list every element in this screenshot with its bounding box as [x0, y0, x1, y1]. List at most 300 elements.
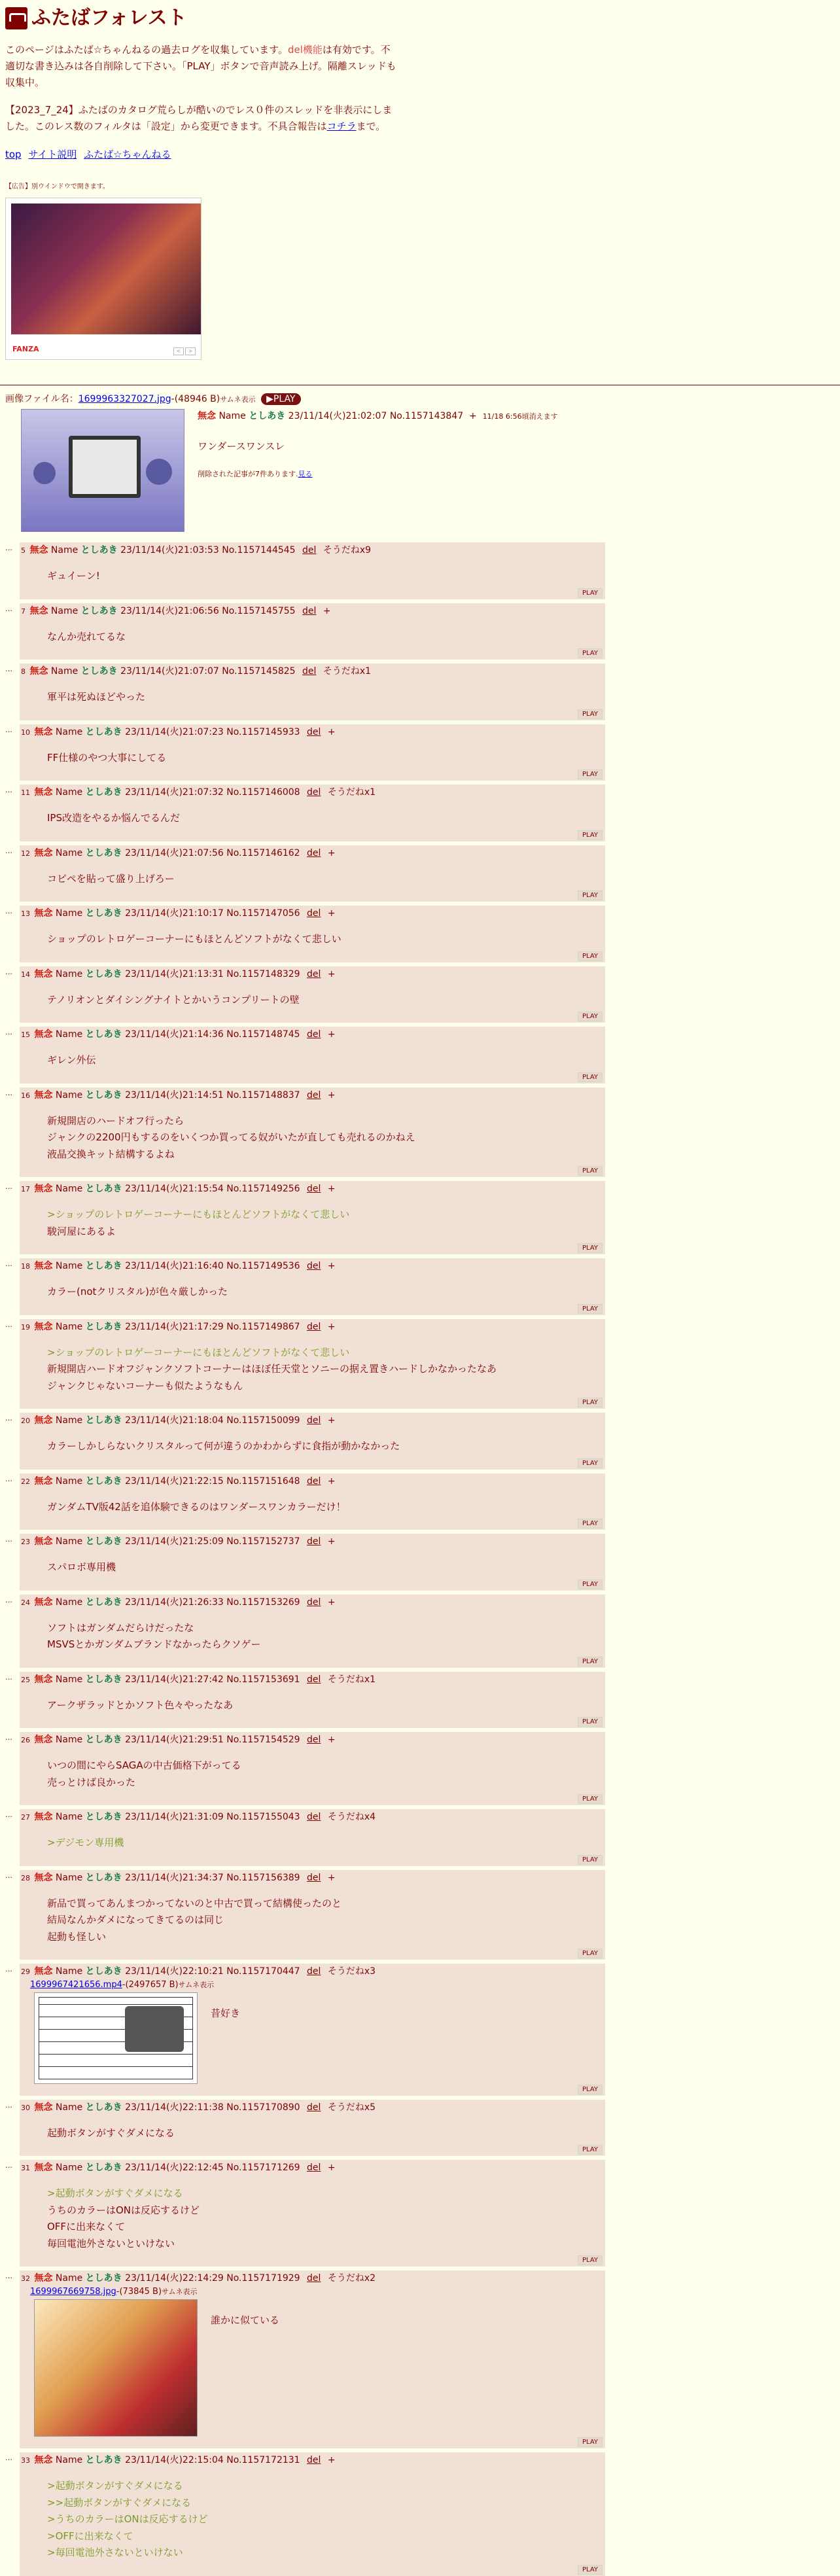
- reply: [5, 1087, 605, 1178]
- reply: [5, 1964, 605, 2096]
- reply-play-button[interactable]: PLAY: [578, 1519, 603, 1528]
- reply-del-link[interactable]: del: [307, 1735, 321, 1746]
- reply-play-button[interactable]: PLAY: [578, 1398, 603, 1407]
- reply-thumb-label: サムネ表示: [162, 2287, 198, 2297]
- reply-datetime: 23/11/14(火)21:07:56: [125, 847, 224, 858]
- reply-play-button[interactable]: PLAY: [578, 951, 603, 961]
- message-line: 軍平は死ぬほどやった: [47, 691, 146, 703]
- reply-number: No.1157171929: [226, 2273, 300, 2284]
- reply-message: [47, 629, 603, 646]
- reply-message: [47, 750, 603, 767]
- reply-del-link[interactable]: del: [302, 545, 317, 556]
- reply-name-label: Name: [55, 2455, 83, 2466]
- reply-subject: 無念: [34, 1812, 53, 1823]
- reply-name: としあき: [85, 2273, 122, 2284]
- desc1-red: del機能: [287, 44, 323, 56]
- sodane-plus-button[interactable]: +: [327, 1184, 336, 1195]
- reply-number: No.1157156389: [226, 1872, 300, 1883]
- message-line: ソフトはガンダムだらけだったな: [47, 1621, 194, 1634]
- reply-name: としあき: [85, 908, 122, 919]
- reply: [5, 1319, 605, 1409]
- nav-top-link[interactable]: top: [5, 148, 22, 160]
- reply-play-button[interactable]: PLAY: [578, 1949, 603, 1958]
- op-file-label: 画像ファイル名：: [5, 393, 79, 404]
- reply-del-link[interactable]: del: [307, 1261, 321, 1272]
- reply-subject: 無念: [34, 2102, 53, 2113]
- reply-index: 26: [21, 1736, 30, 1745]
- reply-name: としあき: [85, 1674, 122, 1685]
- reply-dots: …: [5, 846, 12, 855]
- message-line: 起動ボタンがすぐダメになる: [47, 2126, 175, 2139]
- reply-del-link[interactable]: del: [307, 1321, 321, 1332]
- reply: [5, 663, 605, 720]
- reply-name: としあき: [85, 1872, 122, 1883]
- reply-number: No.1157144545: [222, 545, 296, 556]
- reply-datetime: 23/11/14(火)22:10:21: [125, 1966, 224, 1977]
- reply-number: No.1157148329: [226, 968, 300, 979]
- sodane-button[interactable]: そうだねx1: [327, 1674, 376, 1685]
- quote-line: >起動ボタンがすぐダメになる: [47, 2480, 183, 2492]
- reply-name-label: Name: [55, 1536, 83, 1547]
- reply-message: [47, 1835, 603, 1852]
- reply-datetime: 23/11/14(火)21:16:40: [125, 1261, 224, 1272]
- reply-play-button[interactable]: PLAY: [578, 1243, 603, 1253]
- sodane-plus-button[interactable]: +: [327, 1321, 336, 1332]
- sodane-plus-button[interactable]: +: [327, 1735, 336, 1746]
- reply-file-line: [30, 1979, 603, 1992]
- reply-file-size: -(2497657 B): [122, 1980, 179, 1990]
- reply-message: [47, 1438, 603, 1455]
- reply-del-link[interactable]: del: [307, 726, 321, 737]
- sodane-plus-button[interactable]: +: [327, 968, 336, 979]
- reply-play-button[interactable]: PLAY: [578, 1072, 603, 1082]
- op-datetime: 23/11/14(火)21:02:07: [288, 411, 387, 422]
- sodane-plus-button[interactable]: +: [327, 1872, 336, 1883]
- reply: [5, 2160, 605, 2267]
- reply-dots: …: [5, 1871, 12, 1880]
- reply-header: [21, 2101, 603, 2115]
- reply-number: No.1157149867: [226, 1321, 300, 1332]
- reply-index: 5: [21, 546, 26, 556]
- sodane-plus-button[interactable]: +: [327, 1597, 336, 1608]
- reply-del-link[interactable]: del: [307, 1597, 321, 1608]
- op-deleted-text: 削除された記事が7件あります.: [198, 469, 298, 478]
- ad-prev-icon[interactable]: <: [173, 347, 184, 355]
- sodane-button[interactable]: そうだねx2: [327, 2273, 376, 2284]
- message-line: MSVSとかガンダムブランドなかったらクソゲー: [47, 1638, 261, 1651]
- reply-number: No.1157154529: [226, 1735, 300, 1746]
- reply-dots: …: [5, 907, 12, 916]
- reply-thumb-label: サムネ表示: [178, 1981, 215, 1990]
- reply-header: [21, 2161, 603, 2175]
- reply-message: [47, 2125, 603, 2142]
- message-line: ジャンクの2200円もするのをいくつか買ってる奴がいたが直しても売れるのかねえ: [47, 1131, 415, 1144]
- reply-play-button[interactable]: PLAY: [578, 1717, 603, 1727]
- reply-name-label: Name: [50, 545, 79, 556]
- reply-name: としあき: [85, 1415, 122, 1426]
- message-line: ジャンクじゃないコーナーも似たようなもん: [47, 1379, 243, 1392]
- reply-play-button[interactable]: PLAY: [578, 1794, 603, 1804]
- reply-number: No.1157150099: [226, 1415, 300, 1426]
- message-line: コピペを貼って盛り上げろー: [47, 872, 175, 885]
- op-message: ワンダースワンスレ: [198, 440, 285, 452]
- sodane-plus-button[interactable]: +: [327, 1261, 336, 1272]
- reply-datetime: 23/11/14(火)21:34:37: [125, 1872, 224, 1883]
- message-line: いつの間にやらSAGAの中古価格下がってる: [47, 1759, 241, 1772]
- reply-del-link[interactable]: del: [307, 1812, 321, 1823]
- op-plus[interactable]: +: [469, 411, 477, 422]
- reply-del-link[interactable]: del: [307, 968, 321, 979]
- reply-del-link[interactable]: del: [307, 1089, 321, 1101]
- reply-index: 28: [21, 1873, 30, 1882]
- reply-del-link[interactable]: del: [307, 1674, 321, 1685]
- reply-datetime: 23/11/14(火)21:27:42: [125, 1674, 224, 1685]
- op-name-label: Name: [219, 411, 246, 422]
- sodane-plus-button[interactable]: +: [327, 908, 336, 919]
- sodane-button[interactable]: そうだねx1: [323, 666, 372, 677]
- op-play-button[interactable]: ▶PLAY: [261, 393, 300, 405]
- reply-header: [21, 726, 603, 739]
- reply-del-link[interactable]: del: [307, 787, 321, 798]
- reply-name-label: Name: [55, 2102, 83, 2113]
- reply-datetime: 23/11/14(火)21:22:15: [125, 1475, 224, 1487]
- nav-futaba-link[interactable]: ふたば☆ちゃんねる: [84, 148, 171, 160]
- reply-del-link[interactable]: del: [307, 2162, 321, 2174]
- reply-name: としあき: [85, 1184, 122, 1195]
- reply-message: [47, 1757, 603, 1791]
- reply-name-label: Name: [50, 605, 79, 616]
- reply-file-link[interactable]: 1699967421656.mp4: [30, 1980, 122, 1990]
- reply-index: 20: [21, 1417, 30, 1426]
- message-line: うちのカラーはONは反応するけど: [47, 2204, 200, 2216]
- reply-datetime: 23/11/14(火)21:18:04: [125, 1415, 224, 1426]
- reply-subject: 無念: [34, 1735, 53, 1746]
- reply-number: No.1157153269: [226, 1597, 300, 1608]
- quote-line: >デジモン専用機: [47, 1837, 124, 1849]
- reply: [5, 966, 605, 1023]
- reply-name-label: Name: [55, 1674, 83, 1685]
- reply-index: 29: [21, 1967, 30, 1977]
- reply-name: としあき: [80, 545, 118, 556]
- description-paragraph-1: [5, 42, 398, 90]
- message-line: 液晶交換キット結構するよね: [47, 1148, 175, 1160]
- nav-links: [5, 147, 835, 162]
- reply: [5, 2270, 605, 2448]
- message-line: アークザラッドとかソフト色々やったなあ: [47, 1699, 234, 1711]
- reply-name: としあき: [85, 2162, 122, 2174]
- sodane-plus-button[interactable]: +: [327, 726, 336, 737]
- reply-datetime: 23/11/14(火)21:14:36: [125, 1029, 224, 1040]
- reply-index: 32: [21, 2274, 30, 2284]
- reply-play-button[interactable]: PLAY: [578, 2437, 603, 2447]
- reply-name-label: Name: [55, 1475, 83, 1487]
- reply-dots: …: [5, 1733, 12, 1742]
- reply-play-button[interactable]: PLAY: [578, 1657, 603, 1667]
- site-title: [5, 4, 835, 33]
- reply-name-label: Name: [55, 2273, 83, 2284]
- reply-dots: …: [5, 1182, 12, 1191]
- reply-datetime: 23/11/14(火)21:07:07: [120, 666, 219, 677]
- sodane-button[interactable]: そうだねx4: [327, 1812, 376, 1823]
- reply-play-button[interactable]: PLAY: [578, 1579, 603, 1589]
- reply-subject: 無念: [29, 545, 48, 556]
- reply-play-button[interactable]: PLAY: [578, 2565, 603, 2575]
- reply-header: [21, 2454, 603, 2467]
- desc2-text-a: 【2023_7_24】ふたばのカタログ荒らしが酷いのでレス０件のスレッドを非表示にしました。このレス数のフィルタは「設定」から変更できます。不具合報告は: [5, 104, 393, 132]
- reply-del-link[interactable]: del: [307, 1029, 321, 1040]
- sodane-plus-button[interactable]: +: [327, 1089, 336, 1101]
- op-info: [198, 409, 558, 532]
- sodane-button[interactable]: そうだねx9: [323, 545, 372, 556]
- reply: [5, 542, 605, 599]
- reply-play-button[interactable]: PLAY: [578, 1304, 603, 1314]
- reply-del-link[interactable]: del: [307, 1415, 321, 1426]
- reply-number: No.1157171269: [226, 2162, 300, 2174]
- reply-header: [21, 1414, 603, 1428]
- reply-datetime: 23/11/14(火)21:14:51: [125, 1089, 224, 1101]
- reply-name: としあき: [85, 1597, 122, 1608]
- quote-line: >OFFに出来なくて: [47, 2530, 133, 2542]
- site-description: [5, 42, 398, 135]
- reply-dots: …: [5, 1535, 12, 1544]
- reply-name: としあき: [85, 2455, 122, 2466]
- reply-subject: 無念: [34, 2455, 53, 2466]
- reply-file-link[interactable]: 1699967669758.jpg: [30, 2287, 116, 2297]
- reply-name-label: Name: [55, 1812, 83, 1823]
- reply-dots: …: [5, 1320, 12, 1329]
- reply-play-button[interactable]: PLAY: [578, 891, 603, 900]
- reply-play-button[interactable]: PLAY: [578, 1012, 603, 1021]
- reply: [5, 724, 605, 781]
- reply-del-link[interactable]: del: [307, 1184, 321, 1195]
- reply-dots: …: [5, 604, 12, 613]
- reply-name: としあき: [85, 2102, 122, 2113]
- message-line: 昔好き: [211, 2007, 241, 2019]
- reply-del-link[interactable]: del: [307, 1966, 321, 1977]
- reply-header: [21, 665, 603, 679]
- quote-line: >ショップのレトロゲーコーナーにもほとんどソフトがなくて悲しい: [47, 1209, 350, 1221]
- reply-play-button[interactable]: PLAY: [578, 1166, 603, 1176]
- reply-header: [21, 1260, 603, 1273]
- reply-number: No.1157146162: [226, 847, 300, 858]
- reply-dots: …: [5, 1414, 12, 1423]
- reply-number: No.1157145755: [222, 605, 296, 616]
- reply-subject: 無念: [34, 1321, 53, 1332]
- reply-message: [47, 689, 603, 706]
- ad-image[interactable]: [11, 203, 201, 334]
- op-thumbnail[interactable]: [21, 409, 184, 532]
- reply-subject: 無念: [34, 1674, 53, 1685]
- reply-message: [211, 2005, 240, 2084]
- sodane-plus-button[interactable]: +: [327, 1029, 336, 1040]
- message-line: 結局なんかダメになってきてるのは同じ: [47, 1914, 224, 1926]
- reply-subject: 無念: [34, 968, 53, 979]
- nav-about-link[interactable]: サイト説明: [28, 148, 77, 160]
- reply-name-label: Name: [55, 1597, 83, 1608]
- ad-banner[interactable]: [5, 198, 201, 360]
- reply-name-label: Name: [55, 1966, 83, 1977]
- reply-subject: 無念: [34, 1872, 53, 1883]
- reply-message: [47, 1620, 603, 1653]
- reply-del-link[interactable]: del: [307, 847, 321, 858]
- reply-name-label: Name: [55, 1089, 83, 1101]
- reply-datetime: 23/11/14(火)21:25:09: [125, 1536, 224, 1547]
- thumb-monster: [125, 2006, 184, 2052]
- op-deleted-link[interactable]: 見る: [298, 469, 313, 478]
- report-link[interactable]: コチラ: [326, 120, 357, 132]
- ad-next-icon[interactable]: >: [185, 347, 196, 355]
- reply-name: としあき: [80, 605, 118, 616]
- reply-subject: 無念: [34, 1966, 53, 1977]
- reply: [5, 2452, 605, 2576]
- reply-index: 16: [21, 1091, 30, 1100]
- reply-header: [21, 1320, 603, 1334]
- sodane-plus-button[interactable]: +: [327, 2162, 336, 2174]
- reply-del-link[interactable]: del: [307, 2273, 321, 2284]
- sodane-plus-button[interactable]: +: [323, 605, 331, 616]
- reply-header: [21, 1871, 603, 1885]
- reply-number: No.1157170890: [226, 2102, 300, 2113]
- reply-subject: 無念: [34, 1475, 53, 1487]
- reply-message: [47, 1207, 603, 1240]
- reply-file-line: [30, 2285, 603, 2299]
- sodane-button[interactable]: そうだねx5: [327, 2102, 376, 2113]
- reply-index: 14: [21, 970, 30, 979]
- reply-del-link[interactable]: del: [307, 1872, 321, 1883]
- reply-del-link[interactable]: del: [307, 1475, 321, 1487]
- reply-subject: 無念: [34, 2162, 53, 2174]
- reply-play-button[interactable]: PLAY: [578, 2085, 603, 2094]
- op-name: としあき: [249, 411, 286, 422]
- reply-name-label: Name: [55, 1184, 83, 1195]
- reply: [5, 785, 605, 841]
- reply: [5, 845, 605, 902]
- reply-name: としあき: [85, 1475, 122, 1487]
- message-line: 誰かに似ている: [211, 2314, 280, 2327]
- reply-play-button[interactable]: PLAY: [578, 588, 603, 598]
- reply-play-button[interactable]: PLAY: [578, 648, 603, 658]
- reply-index: 13: [21, 909, 30, 919]
- reply: [5, 1027, 605, 1084]
- reply-del-link[interactable]: del: [307, 908, 321, 919]
- quote-line: >>起動ボタンがすぐダメになる: [47, 2496, 192, 2509]
- reply: [5, 603, 605, 660]
- reply-del-link[interactable]: del: [307, 2455, 321, 2466]
- reply-dots: …: [5, 1088, 12, 1097]
- reply-number: No.1157147056: [226, 908, 300, 919]
- reply: [5, 1181, 605, 1254]
- reply-del-link[interactable]: del: [302, 666, 317, 677]
- reply-message: [47, 1345, 603, 1395]
- desc1-text-a: このページはふたば☆ちゃんねるの過去ログを収集しています。: [5, 44, 288, 56]
- reply-number: No.1157170447: [226, 1966, 300, 1977]
- reply-index: 30: [21, 2103, 30, 2112]
- reply-thumbnail[interactable]: [34, 2299, 198, 2437]
- reply: [5, 1672, 605, 1729]
- op-file-link[interactable]: 1699963327027.jpg: [78, 393, 171, 404]
- reply-play-button[interactable]: PLAY: [578, 709, 603, 719]
- reply-thumbnail[interactable]: [34, 1992, 198, 2084]
- desc1-text-b: は有効です。不適切な書き込みは各自削除して下さい。「PLAY」ボタンで音声読み上げ。隔離スレッドも収集中。: [5, 44, 396, 88]
- message-line: ギレン外伝: [47, 1054, 96, 1067]
- ad-nav: [173, 347, 196, 355]
- reply-name: としあき: [85, 726, 122, 737]
- reply-name: としあき: [85, 1966, 122, 1977]
- reply-del-link[interactable]: del: [302, 605, 317, 616]
- reply-name-label: Name: [55, 2162, 83, 2174]
- message-line: 新品で買ってあんまつかってないのと中古で買って結構使ったのと: [47, 1897, 342, 1909]
- reply-message: [47, 1113, 603, 1163]
- sodane-plus-button[interactable]: +: [327, 2455, 336, 2466]
- reply-datetime: 23/11/14(火)21:07:32: [125, 787, 224, 798]
- reply-list: [0, 542, 840, 2576]
- reply-header: [21, 1810, 603, 1824]
- reply-message: [47, 931, 603, 948]
- op-body: [5, 409, 835, 532]
- reply-play-button[interactable]: PLAY: [578, 830, 603, 840]
- reply-play-button[interactable]: PLAY: [578, 2145, 603, 2155]
- reply-del-link[interactable]: del: [307, 1536, 321, 1547]
- reply-header: [21, 1965, 603, 1979]
- reply-dots: …: [5, 1595, 12, 1604]
- thread-op: [0, 392, 840, 532]
- reply-dots: …: [5, 1965, 12, 1974]
- reply-play-button[interactable]: PLAY: [578, 769, 603, 779]
- reply-datetime: 23/11/14(火)21:31:09: [125, 1812, 224, 1823]
- reply-header: [21, 605, 603, 618]
- reply-name-label: Name: [55, 1872, 83, 1883]
- quote-line: >ショップのレトロゲーコーナーにもほとんどソフトがなくて悲しい: [47, 1346, 350, 1358]
- reply-play-button[interactable]: PLAY: [578, 1855, 603, 1865]
- message-line: FF仕様のやつ大事にしてる: [47, 751, 167, 764]
- sodane-plus-button[interactable]: +: [327, 847, 336, 858]
- reply-index: 25: [21, 1675, 30, 1684]
- sodane-button[interactable]: そうだねx1: [327, 787, 376, 798]
- reply-number: No.1157155043: [226, 1812, 300, 1823]
- reply-message: [47, 568, 603, 585]
- sodane-plus-button[interactable]: +: [327, 1536, 336, 1547]
- reply-subject: 無念: [34, 1184, 53, 1195]
- reply-play-button[interactable]: PLAY: [578, 2255, 603, 2265]
- reply-header: [21, 544, 603, 557]
- reply-dots: …: [5, 725, 12, 734]
- reply-dots: …: [5, 2161, 12, 2170]
- reply-name: としあき: [85, 1536, 122, 1547]
- op-thumb-screen: [69, 436, 141, 498]
- sodane-button[interactable]: そうだねx3: [327, 1966, 376, 1977]
- reply-del-link[interactable]: del: [307, 2102, 321, 2113]
- sodane-plus-button[interactable]: +: [327, 1415, 336, 1426]
- quote-line: >毎回電池外さないといけない: [47, 2547, 183, 2559]
- sodane-plus-button[interactable]: +: [327, 1475, 336, 1487]
- reply-number: No.1157149536: [226, 1261, 300, 1272]
- reply-name-label: Name: [55, 1415, 83, 1426]
- op-thumb-label: サムネ表示: [220, 395, 256, 404]
- reply-index: 27: [21, 1813, 30, 1822]
- message-line: テノリオンとダイシングナイトとかいうコンプリートの壁: [47, 993, 300, 1006]
- reply-message: [47, 992, 603, 1009]
- reply-dots: …: [5, 1474, 12, 1483]
- reply-index: 12: [21, 849, 30, 858]
- reply-dots: …: [5, 665, 12, 674]
- reply-image-row: [34, 1992, 603, 2084]
- reply-number: No.1157149256: [226, 1184, 300, 1195]
- reply-dots: …: [5, 1028, 12, 1037]
- reply-header: [21, 907, 603, 921]
- reply-play-button[interactable]: PLAY: [578, 1458, 603, 1468]
- reply-number: No.1157151648: [226, 1475, 300, 1487]
- reply-subject: 無念: [34, 726, 53, 737]
